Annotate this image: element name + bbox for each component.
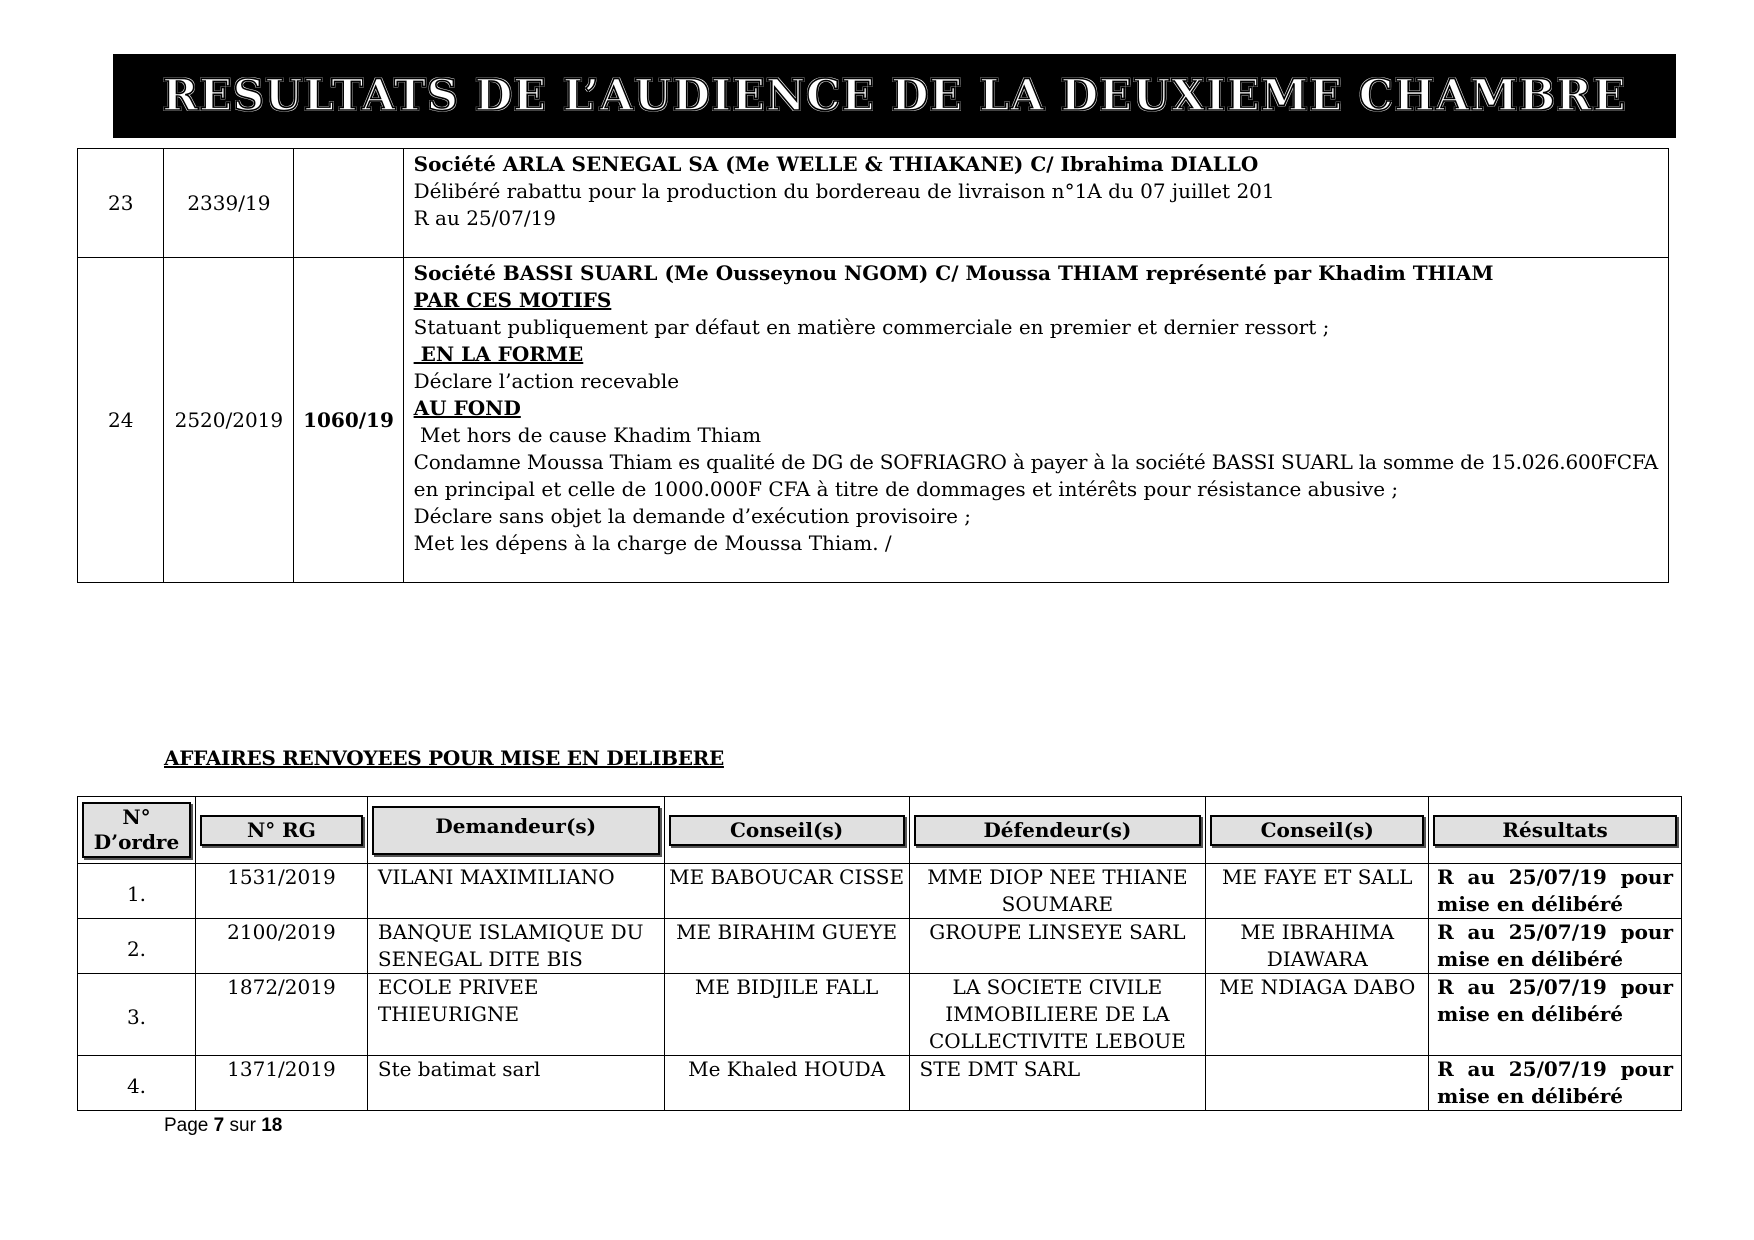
result-line: R au 25/07/19 pour bbox=[1437, 975, 1673, 999]
case-rg: 2339/19 bbox=[164, 149, 294, 258]
cell-rg: 2100/2019 bbox=[195, 919, 367, 974]
case-judgment bbox=[294, 149, 403, 258]
header-ordre bbox=[78, 797, 196, 864]
case-rg: 2520/2019 bbox=[164, 258, 294, 583]
case-judgment: 1060/19 bbox=[294, 258, 403, 583]
case-row bbox=[78, 149, 1669, 258]
cell-demandeur bbox=[367, 919, 664, 974]
case-heading: EN LA FORME bbox=[413, 342, 584, 366]
cell-defendeur bbox=[909, 974, 1206, 1056]
header-box: Résultats bbox=[1433, 815, 1677, 846]
cases-table bbox=[77, 148, 1669, 583]
cell-line: COLLECTIVITE LEBOUE bbox=[928, 1029, 1186, 1053]
cell-conseil-defendeur bbox=[1206, 1056, 1429, 1111]
cell-ordre: 1. bbox=[78, 864, 196, 919]
cell-demandeur bbox=[367, 974, 664, 1056]
result-line: mise en délibéré bbox=[1437, 947, 1623, 971]
cell-ordre: 4. bbox=[78, 1056, 196, 1111]
case-detail-line: Délibéré rabattu pour la production du bordereau de livraison n°1A du 07 juillet 201 bbox=[413, 179, 1275, 203]
cell-line: DIAWARA bbox=[1266, 947, 1368, 971]
cell-line: Ste batimat sarl bbox=[377, 1057, 541, 1081]
cell-conseil-demandeur bbox=[664, 864, 909, 919]
header-defendeur bbox=[909, 797, 1206, 864]
cell-line: LA SOCIETE CIVILE bbox=[952, 975, 1163, 999]
result-line: mise en délibéré bbox=[1437, 1002, 1623, 1026]
cell-defendeur bbox=[909, 864, 1206, 919]
page-number: 7 bbox=[213, 1115, 225, 1136]
cell-line: ECOLE PRIVEE bbox=[377, 975, 539, 999]
cell-line: ME BABOUCAR CISSE bbox=[669, 865, 905, 889]
cell-line: ME BIDJILE FALL bbox=[694, 975, 879, 999]
cell-line: ME FAYE ET SALL bbox=[1222, 865, 1413, 889]
cell-line: IMMOBILIERE DE LA bbox=[945, 1002, 1170, 1026]
case-number: 24 bbox=[78, 258, 164, 583]
footer-prefix: Page bbox=[164, 1115, 214, 1136]
header-ordre-line2: D’ordre bbox=[93, 830, 180, 854]
cell-conseil-defendeur bbox=[1206, 974, 1429, 1056]
cell-line: BANQUE ISLAMIQUE DU bbox=[377, 920, 644, 944]
cell-conseil-demandeur bbox=[664, 1056, 909, 1111]
header-box bbox=[82, 802, 191, 858]
cell-rg: 1371/2019 bbox=[195, 1056, 367, 1111]
cell-ordre: 3. bbox=[78, 974, 196, 1056]
case-parties: Société ARLA SENEGAL SA (Me WELLE & THIAKANE) C/ Ibrahima DIALLO bbox=[413, 152, 1259, 176]
cell-defendeur bbox=[909, 1056, 1206, 1111]
result-line: mise en délibéré bbox=[1437, 1084, 1623, 1108]
table-row bbox=[78, 919, 1682, 974]
case-row bbox=[78, 258, 1669, 583]
case-number: 23 bbox=[78, 149, 164, 258]
cell-conseil-demandeur bbox=[664, 919, 909, 974]
cell-line: ME IBRAHIMA bbox=[1240, 920, 1395, 944]
case-detail-line: Condamne Moussa Thiam es qualité de DG de SOFRIAGRO à payer à la société BASSI SUARL la somme de 15.026.600FCFA bbox=[413, 450, 1658, 474]
header-box: Défendeur(s) bbox=[914, 815, 1202, 846]
case-heading: AU FOND bbox=[413, 396, 521, 420]
case-heading: PAR CES MOTIFS bbox=[413, 288, 612, 312]
header-conseil bbox=[1206, 797, 1429, 864]
table-row bbox=[78, 974, 1682, 1056]
page-total: 18 bbox=[261, 1115, 283, 1136]
table-row bbox=[78, 864, 1682, 919]
title-banner bbox=[113, 54, 1676, 138]
page-footer bbox=[164, 1115, 282, 1137]
cell-conseil-defendeur bbox=[1206, 919, 1429, 974]
section-title: AFFAIRES RENVOYEES POUR MISE EN DELIBERE bbox=[164, 746, 724, 770]
cell-line: SOUMARE bbox=[1001, 892, 1114, 916]
cell-demandeur bbox=[367, 1056, 664, 1111]
header-ordre-line1: N° bbox=[122, 805, 151, 829]
cell-demandeur bbox=[367, 864, 664, 919]
case-details bbox=[403, 149, 1668, 258]
case-detail-line: Met hors de cause Khadim Thiam bbox=[413, 423, 762, 447]
header-conseil bbox=[664, 797, 909, 864]
header-box: Conseil(s) bbox=[1210, 815, 1424, 846]
header-box: Demandeur(s) bbox=[372, 806, 660, 855]
result-line: R au 25/07/19 pour bbox=[1437, 920, 1673, 944]
cell-rg: 1872/2019 bbox=[195, 974, 367, 1056]
cell-ordre: 2. bbox=[78, 919, 196, 974]
case-detail-line: R au 25/07/19 bbox=[413, 206, 557, 230]
cell-line: ME BIRAHIM GUEYE bbox=[676, 920, 898, 944]
cell-conseil-defendeur bbox=[1206, 864, 1429, 919]
page-title: RESULTATS DE L’AUDIENCE DE LA DEUXIEME CHAMBRE bbox=[162, 71, 1627, 121]
case-detail-line: Statuant publiquement par défaut en matière commerciale en premier et dernier ressort ; bbox=[413, 315, 1330, 339]
cell-line: THIEURIGNE bbox=[377, 1002, 520, 1026]
cell-resultat bbox=[1429, 919, 1682, 974]
case-detail-line: Met les dépens à la charge de Moussa Thiam. / bbox=[413, 531, 892, 555]
case-parties: Société BASSI SUARL (Me Ousseynou NGOM) C/ Moussa THIAM représenté par Khadim THIAM bbox=[413, 261, 1494, 285]
cell-defendeur bbox=[909, 919, 1206, 974]
deliberation-table bbox=[77, 796, 1682, 1111]
cell-line: ME NDIAGA DABO bbox=[1219, 975, 1416, 999]
cell-line: Me Khaled HOUDA bbox=[688, 1057, 886, 1081]
footer-middle: sur bbox=[224, 1115, 262, 1136]
case-detail-line: Déclare l’action recevable bbox=[413, 369, 680, 393]
table-header-row bbox=[78, 797, 1682, 864]
case-details bbox=[403, 258, 1668, 583]
header-box: N° RG bbox=[200, 815, 363, 846]
cell-resultat bbox=[1429, 974, 1682, 1056]
result-line: R au 25/07/19 pour bbox=[1437, 865, 1673, 889]
header-rg bbox=[195, 797, 367, 864]
result-line: mise en délibéré bbox=[1437, 892, 1623, 916]
cell-resultat bbox=[1429, 864, 1682, 919]
cell-line: MME DIOP NEE THIANE bbox=[927, 865, 1188, 889]
header-resultats bbox=[1429, 797, 1682, 864]
table-row bbox=[78, 1056, 1682, 1111]
case-detail-line: en principal et celle de 1000.000F CFA à titre de dommages et intérêts pour résistance abusive ; bbox=[413, 477, 1399, 501]
case-detail-line: Déclare sans objet la demande d’exécution provisoire ; bbox=[413, 504, 972, 528]
result-line: R au 25/07/19 pour bbox=[1437, 1057, 1673, 1081]
cell-line: STE DMT SARL bbox=[919, 1057, 1081, 1081]
cell-resultat bbox=[1429, 1056, 1682, 1111]
header-box: Conseil(s) bbox=[669, 815, 905, 846]
header-demandeur bbox=[367, 797, 664, 864]
cell-conseil-demandeur bbox=[664, 974, 909, 1056]
cell-rg: 1531/2019 bbox=[195, 864, 367, 919]
cell-line: SENEGAL DITE BIS bbox=[377, 947, 583, 971]
cell-line: GROUPE LINSEYE SARL bbox=[929, 920, 1186, 944]
cell-line: VILANI MAXIMILIANO bbox=[377, 865, 615, 889]
